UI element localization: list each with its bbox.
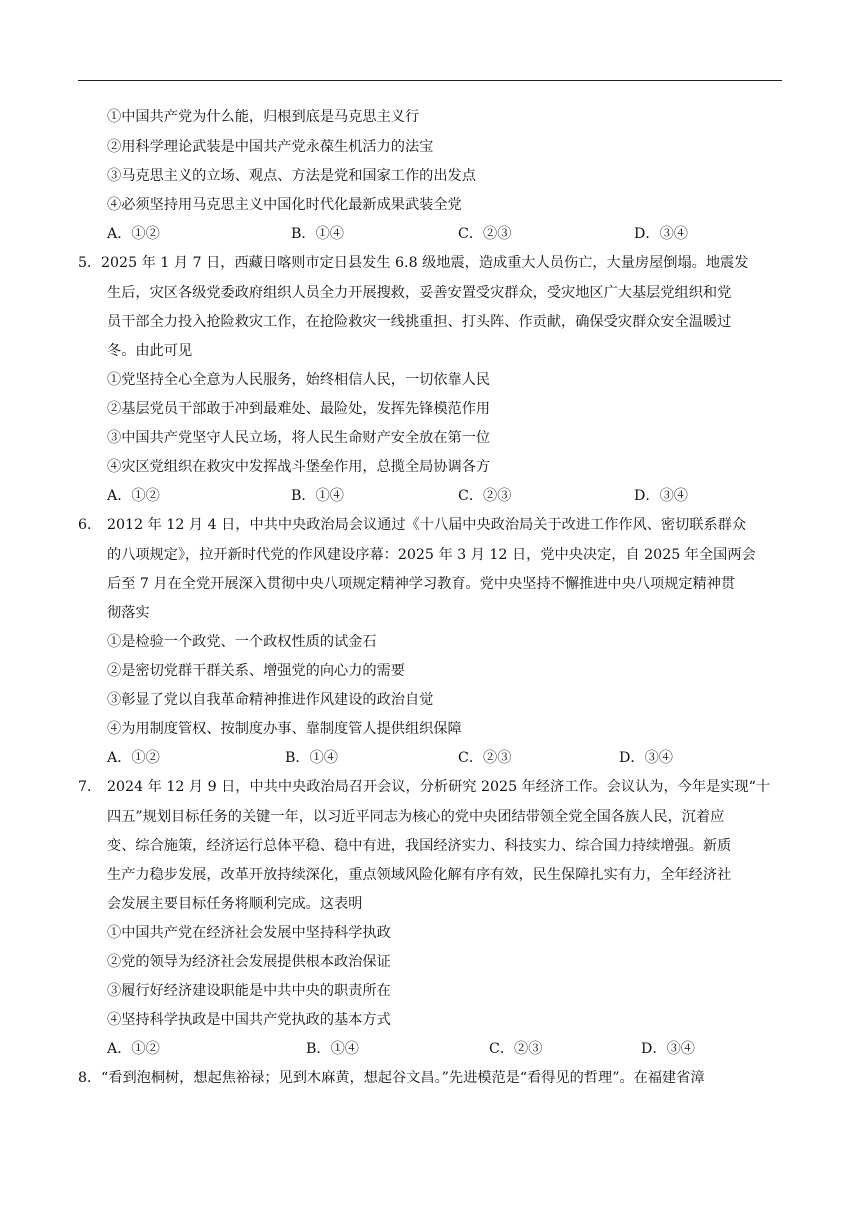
option-a[interactable]: A．①② [107, 226, 160, 242]
question-stem-line: 四五”规划目标任务的关键一年，以习近平同志为核心的党中央团结带领全党全国各族人民，沉着应 [107, 809, 725, 825]
question-stem-line: 员干部全力投入抢险救灾工作，在抢险救灾一线挑重担、打头阵、作贡献，确保受灾群众安全温暖过 [107, 314, 732, 330]
option-c[interactable]: C．②③ [458, 750, 512, 766]
question-stem-line: 冬。由此可见 [107, 343, 193, 359]
option-a[interactable]: A．①② [107, 750, 160, 766]
question-stem-line: “看到泡桐树，想起焦裕禄；见到木麻黄，想起谷文昌。”先进模范是“看得见的哲理”。在福建省漳 [101, 1070, 705, 1086]
question-stem-line: 变、综合施策，经济运行总体平稳、稳中有进，我国经济实力、科技实力、综合国力持续增强。新质 [107, 838, 732, 854]
option-d[interactable]: D．③④ [634, 488, 688, 504]
question-number: 5． [78, 255, 102, 271]
question-stem-line: 2024 年 12 月 9 日，中共中央政治局召开会议，分析研究 2025 年经济工作。会议认为，今年是实现“十 [107, 779, 771, 795]
question-number: 8． [78, 1070, 102, 1086]
option-b[interactable]: B．①④ [306, 1041, 359, 1057]
option-d[interactable]: D．③④ [634, 226, 688, 242]
option-a[interactable]: A．①② [107, 1041, 160, 1057]
statement-3: ③马克思主义的立场、观点、方法是党和国家工作的出发点 [107, 168, 476, 184]
question-stem-line: 后至 7 月在全党开展深入贯彻中央八项规定精神学习教育。党中央坚持不懈推进中央八项规定精神贯 [107, 576, 736, 592]
option-d[interactable]: D．③④ [641, 1041, 695, 1057]
option-c[interactable]: C．②③ [458, 488, 512, 504]
option-c[interactable]: C．②③ [458, 226, 512, 242]
statement-2: ②基层党员干部敢于冲到最难处、最险处，发挥先锋模范作用 [107, 401, 491, 417]
question-stem-line: 生后，灾区各级党委政府组织人员全力开展搜救，妥善安置受灾群众，受灾地区广大基层党组织和党 [107, 285, 732, 301]
statement-4: ④灾区党组织在救灾中发挥战斗堡垒作用，总揽全局协调各方 [107, 459, 491, 475]
statement-1: ①中国共产党在经济社会发展中坚持科学执政 [107, 925, 391, 941]
question-stem-line: 2012 年 12 月 4 日，中共中央政治局会议通过《十八届中央政治局关于改进工作作风、密切联系群众 [107, 517, 747, 533]
statement-2: ②党的领导为经济社会发展提供根本政治保证 [107, 954, 391, 970]
statement-4: ④坚持科学执政是中国共产党执政的基本方式 [107, 1012, 391, 1028]
option-c[interactable]: C．②③ [489, 1041, 543, 1057]
statement-3: ③履行好经济建设职能是中共中央的职责所在 [107, 983, 391, 999]
statement-1: ①党坚持全心全意为人民服务，始终相信人民，一切依靠人民 [107, 372, 491, 388]
statement-3: ③中国共产党坚守人民立场，将人民生命财产安全放在第一位 [107, 430, 491, 446]
option-d[interactable]: D．③④ [619, 750, 673, 766]
header-rule [78, 80, 782, 81]
statement-2: ②是密切党群干群关系、增强党的向心力的需要 [107, 663, 405, 679]
statement-1: ①是检验一个政党、一个政权性质的试金石 [107, 634, 377, 650]
question-stem-line: 彻落实 [107, 605, 150, 621]
question-number: 6． [78, 517, 102, 533]
question-stem-line: 生产力稳步发展，改革开放持续深化，重点领域风险化解有序有效，民生保障扎实有力，全年经济社 [107, 867, 732, 883]
statement-2: ②用科学理论武装是中国共产党永葆生机活力的法宝 [107, 139, 434, 155]
option-a[interactable]: A．①② [107, 488, 160, 504]
question-number: 7． [78, 779, 102, 795]
question-stem-line: 2025 年 1 月 7 日，西藏日喀则市定日县发生 6.8 级地震，造成重大人员伤亡，大量房屋倒塌。地震发 [101, 255, 749, 271]
question-stem-line: 会发展主要目标任务将顺利完成。这表明 [107, 896, 363, 912]
option-b[interactable]: B．①④ [291, 488, 344, 504]
statement-4: ④必须坚持用马克思主义中国化时代化最新成果武装全党 [107, 197, 462, 213]
statement-3: ③彰显了党以自我革命精神推进作风建设的政治自觉 [107, 692, 434, 708]
statement-4: ④为用制度管权、按制度办事、靠制度管人提供组织保障 [107, 721, 462, 737]
question-stem-line: 的八项规定》，拉开新时代党的作风建设序幕：2025 年 3 月 12 日，党中央决定，自 2025 年全国两会 [107, 547, 756, 563]
option-b[interactable]: B．①④ [291, 226, 344, 242]
statement-1: ①中国共产党为什么能，归根到底是马克思主义行 [107, 109, 420, 125]
option-b[interactable]: B．①④ [285, 750, 338, 766]
